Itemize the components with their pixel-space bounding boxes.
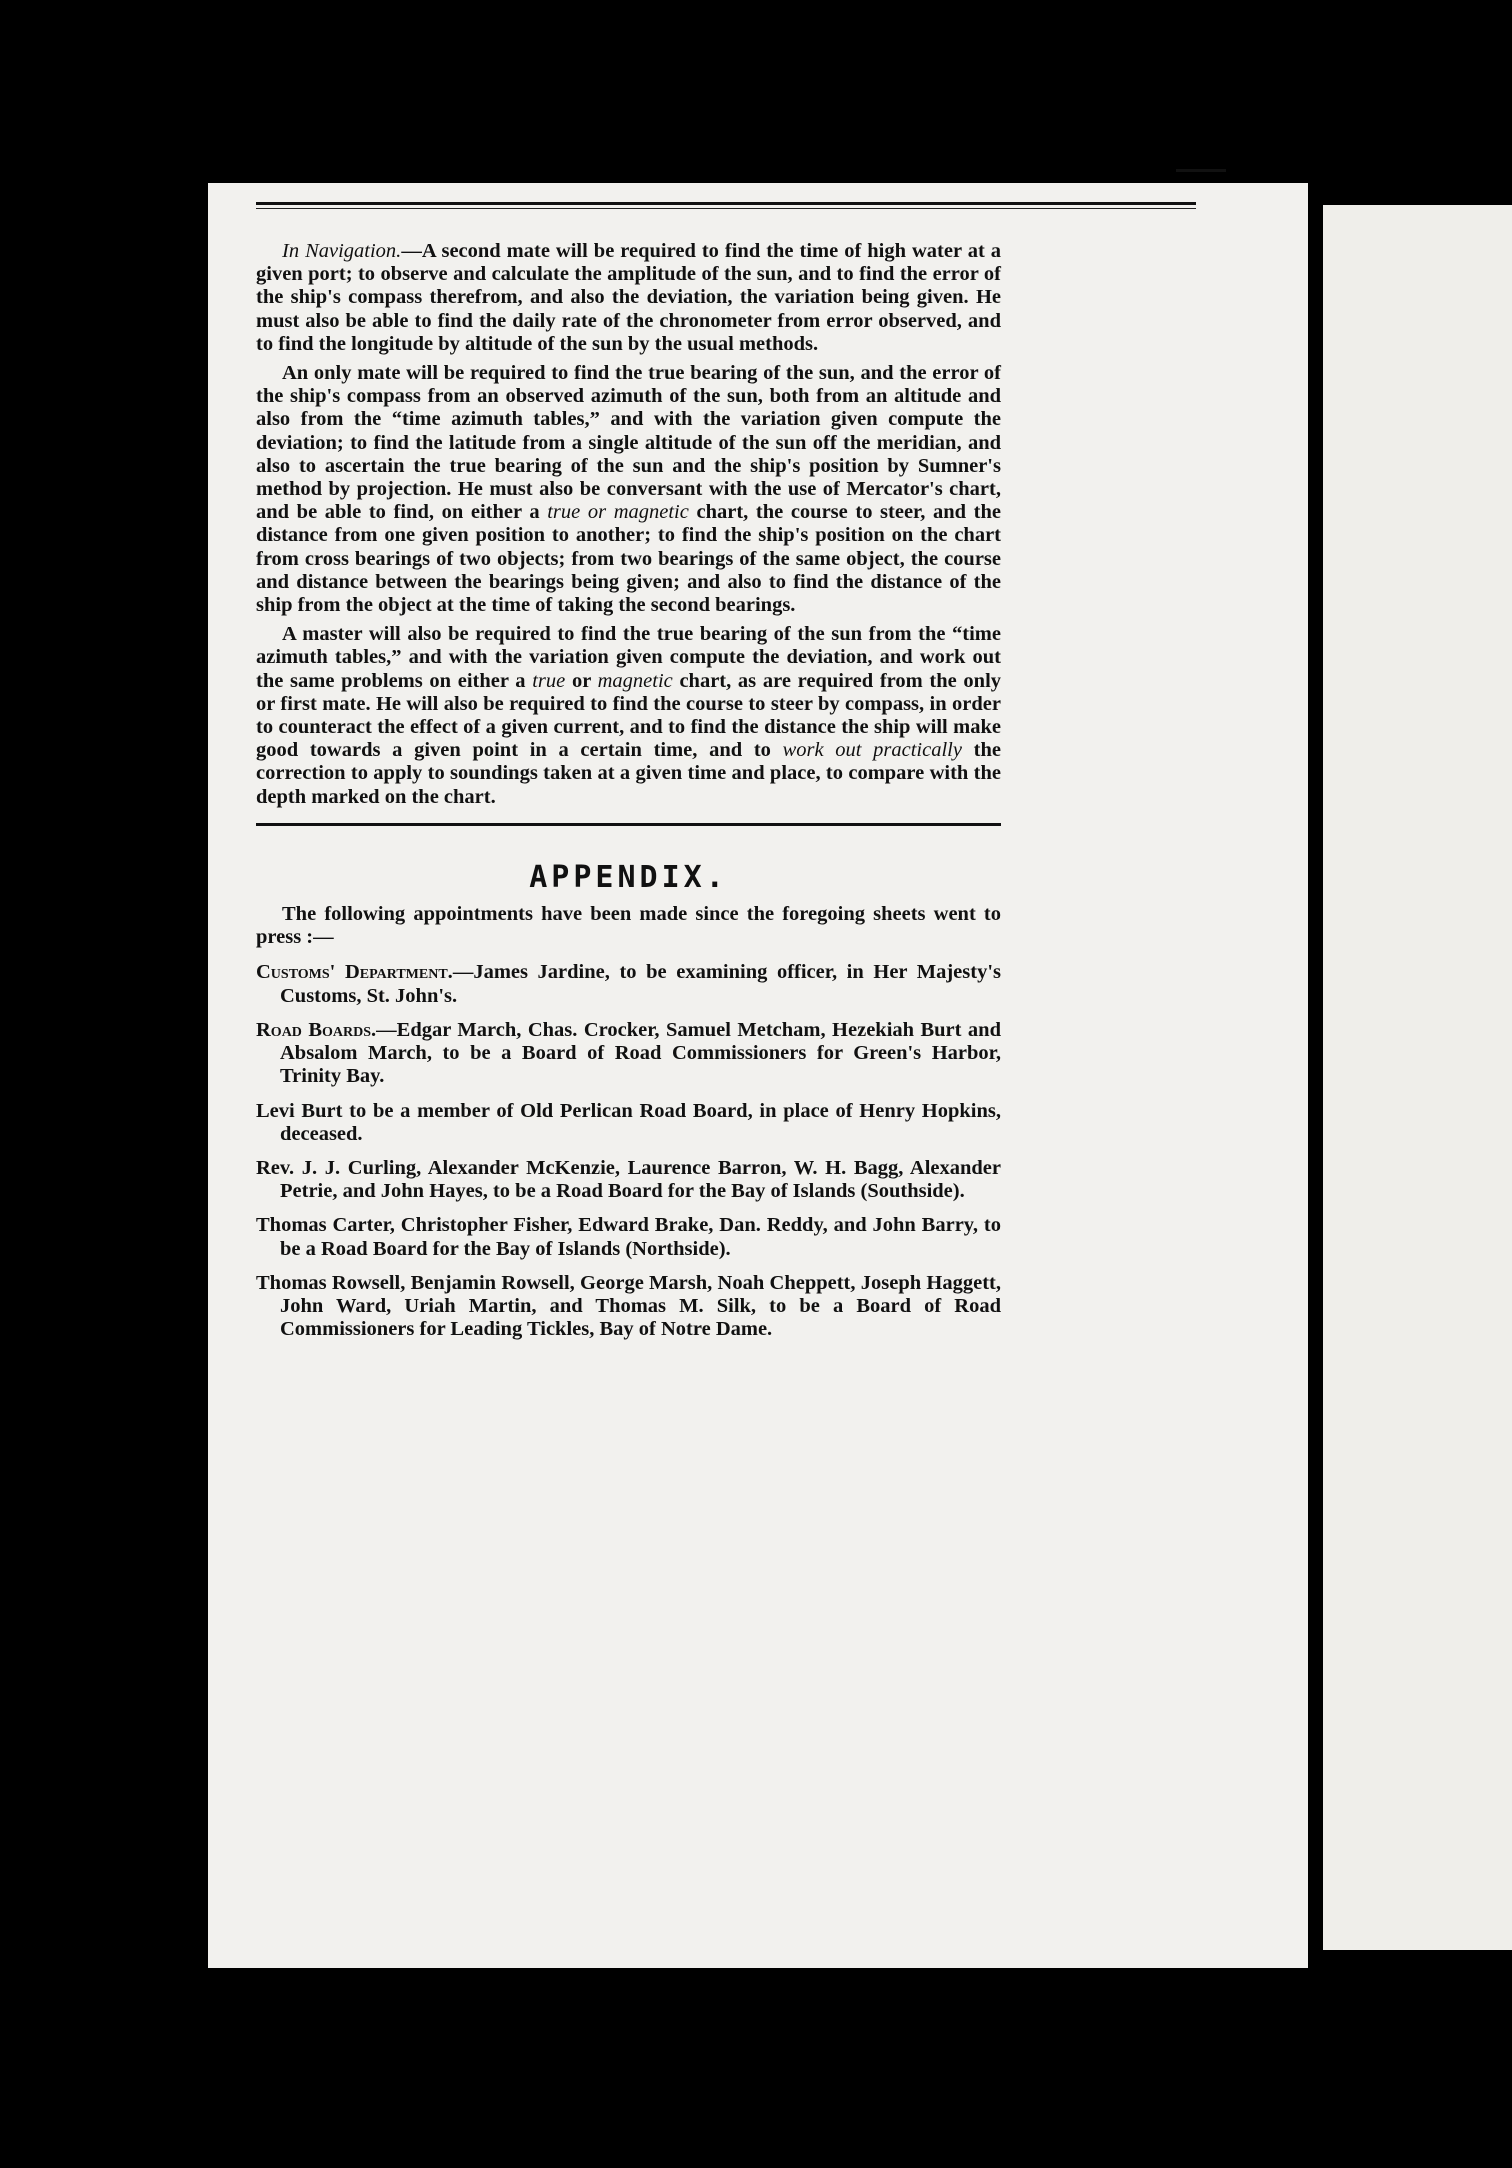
section-lead-in: In Navigation. [282, 240, 402, 262]
appendix-entry: Thomas Carter, Christopher Fisher, Edward Brake, Dan. Reddy, and John Barry, to be a Road Board for the Bay of Islands (Northside). [256, 1214, 1001, 1260]
handwritten-folio-number: 30 [1176, 125, 1226, 172]
header-rule-thin [256, 208, 1196, 209]
adjacent-page-edge [1323, 205, 1512, 1950]
navigation-paragraph-second-mate: In Navigation.—A second mate will be required to find the time of high water at a given port; to observe and calculate the amplitude of the sun, and to find the error of the ship's compass therefrom, and also the deviation, the variation being given. He must also be able to find the daily rate of the chronometer from error observed, and to find the longitude by altitude of the sun by the usual methods. [256, 240, 1002, 355]
section-divider-rule [256, 823, 1001, 826]
appendix-entry: Thomas Rowsell, Benjamin Rowsell, George Marsh, Noah Cheppett, Joseph Haggett, John Ward, Uriah Martin, and Thomas M. Silk, to be a Board of Road Commissioners for Leading Tickles, Bay of Notre Dame. [256, 1271, 1001, 1341]
page-header [256, 125, 1227, 195]
entry-lead-in: Customs' Department. [256, 961, 453, 984]
navigation-paragraph-only-mate: An only mate will be required to find the true bearing of the sun, and the error of the ship's compass from an observed azimuth of the sun, both from an altitude and also from the “time azimuth tables,” and with the variation given compute the deviation; to find the latitude from a single altitude of the sun off the meridian, and also to ascertain the true bearing of the sun and the ship's position by Sumner's method by projection. He must also be conversant with the use of Mercator's chart, and be able to find, on either a true or magnetic chart, the course to steer, and the distance from one given position to another; to find the ship's position on the chart from cross bearings of two objects; from two bearings of the same object, the course and distance between the bearings being given; and also to find the distance of the ship from the object at the time of taking the second bearings. [256, 362, 1002, 617]
page-body [256, 240, 1001, 1352]
appendix-entry-customs: Customs' Department.—James Jardine, to be examining officer, in Her Majesty's Customs, St. John's. [256, 961, 1001, 1007]
appendix-entry: Rev. J. J. Curling, Alexander McKenzie, Laurence Barron, W. H. Bagg, Alexander Petrie, and John Hayes, to be a Road Board for the Bay of Islands (Southside). [256, 1156, 1001, 1203]
running-title: THE NEWFOUNDLAND ALMANAC. [396, 155, 880, 188]
appendix-entry-road-boards: Road Boards.—Edgar March, Chas. Crocker, Samuel Metcham, Hezekiah Burt and Absalom March, to be a Board of Road Commissioners for Green's Harbor, Trinity Bay. [256, 1018, 1001, 1088]
appendix-intro: The following appointments have been made since the foregoing sheets went to press :— [256, 903, 1001, 949]
page-number: 88 [256, 155, 288, 188]
navigation-paragraph-master: A master will also be required to find the true bearing of the sun from the “time azimuth tables,” and with the variation given compute the deviation, and work out the same problems on either a true or magnetic chart, as are required from the only or first mate. He will also be required to find the course to steer by compass, in order to counteract the effect of a given current, and to find the distance the ship will make good towards a given point in a certain time, and to work out practically the correction to apply to soundings taken at a given time and place, to compare with the depth marked on the chart. [256, 623, 1002, 808]
appendix-heading: APPENDIX. [529, 859, 728, 895]
header-rule-thick [256, 202, 1196, 205]
appendix-entry: Levi Burt to be a member of Old Perlican Road Board, in place of Henry Hopkins, deceased. [256, 1099, 1001, 1145]
entry-lead-in: Road Boards. [256, 1018, 377, 1041]
